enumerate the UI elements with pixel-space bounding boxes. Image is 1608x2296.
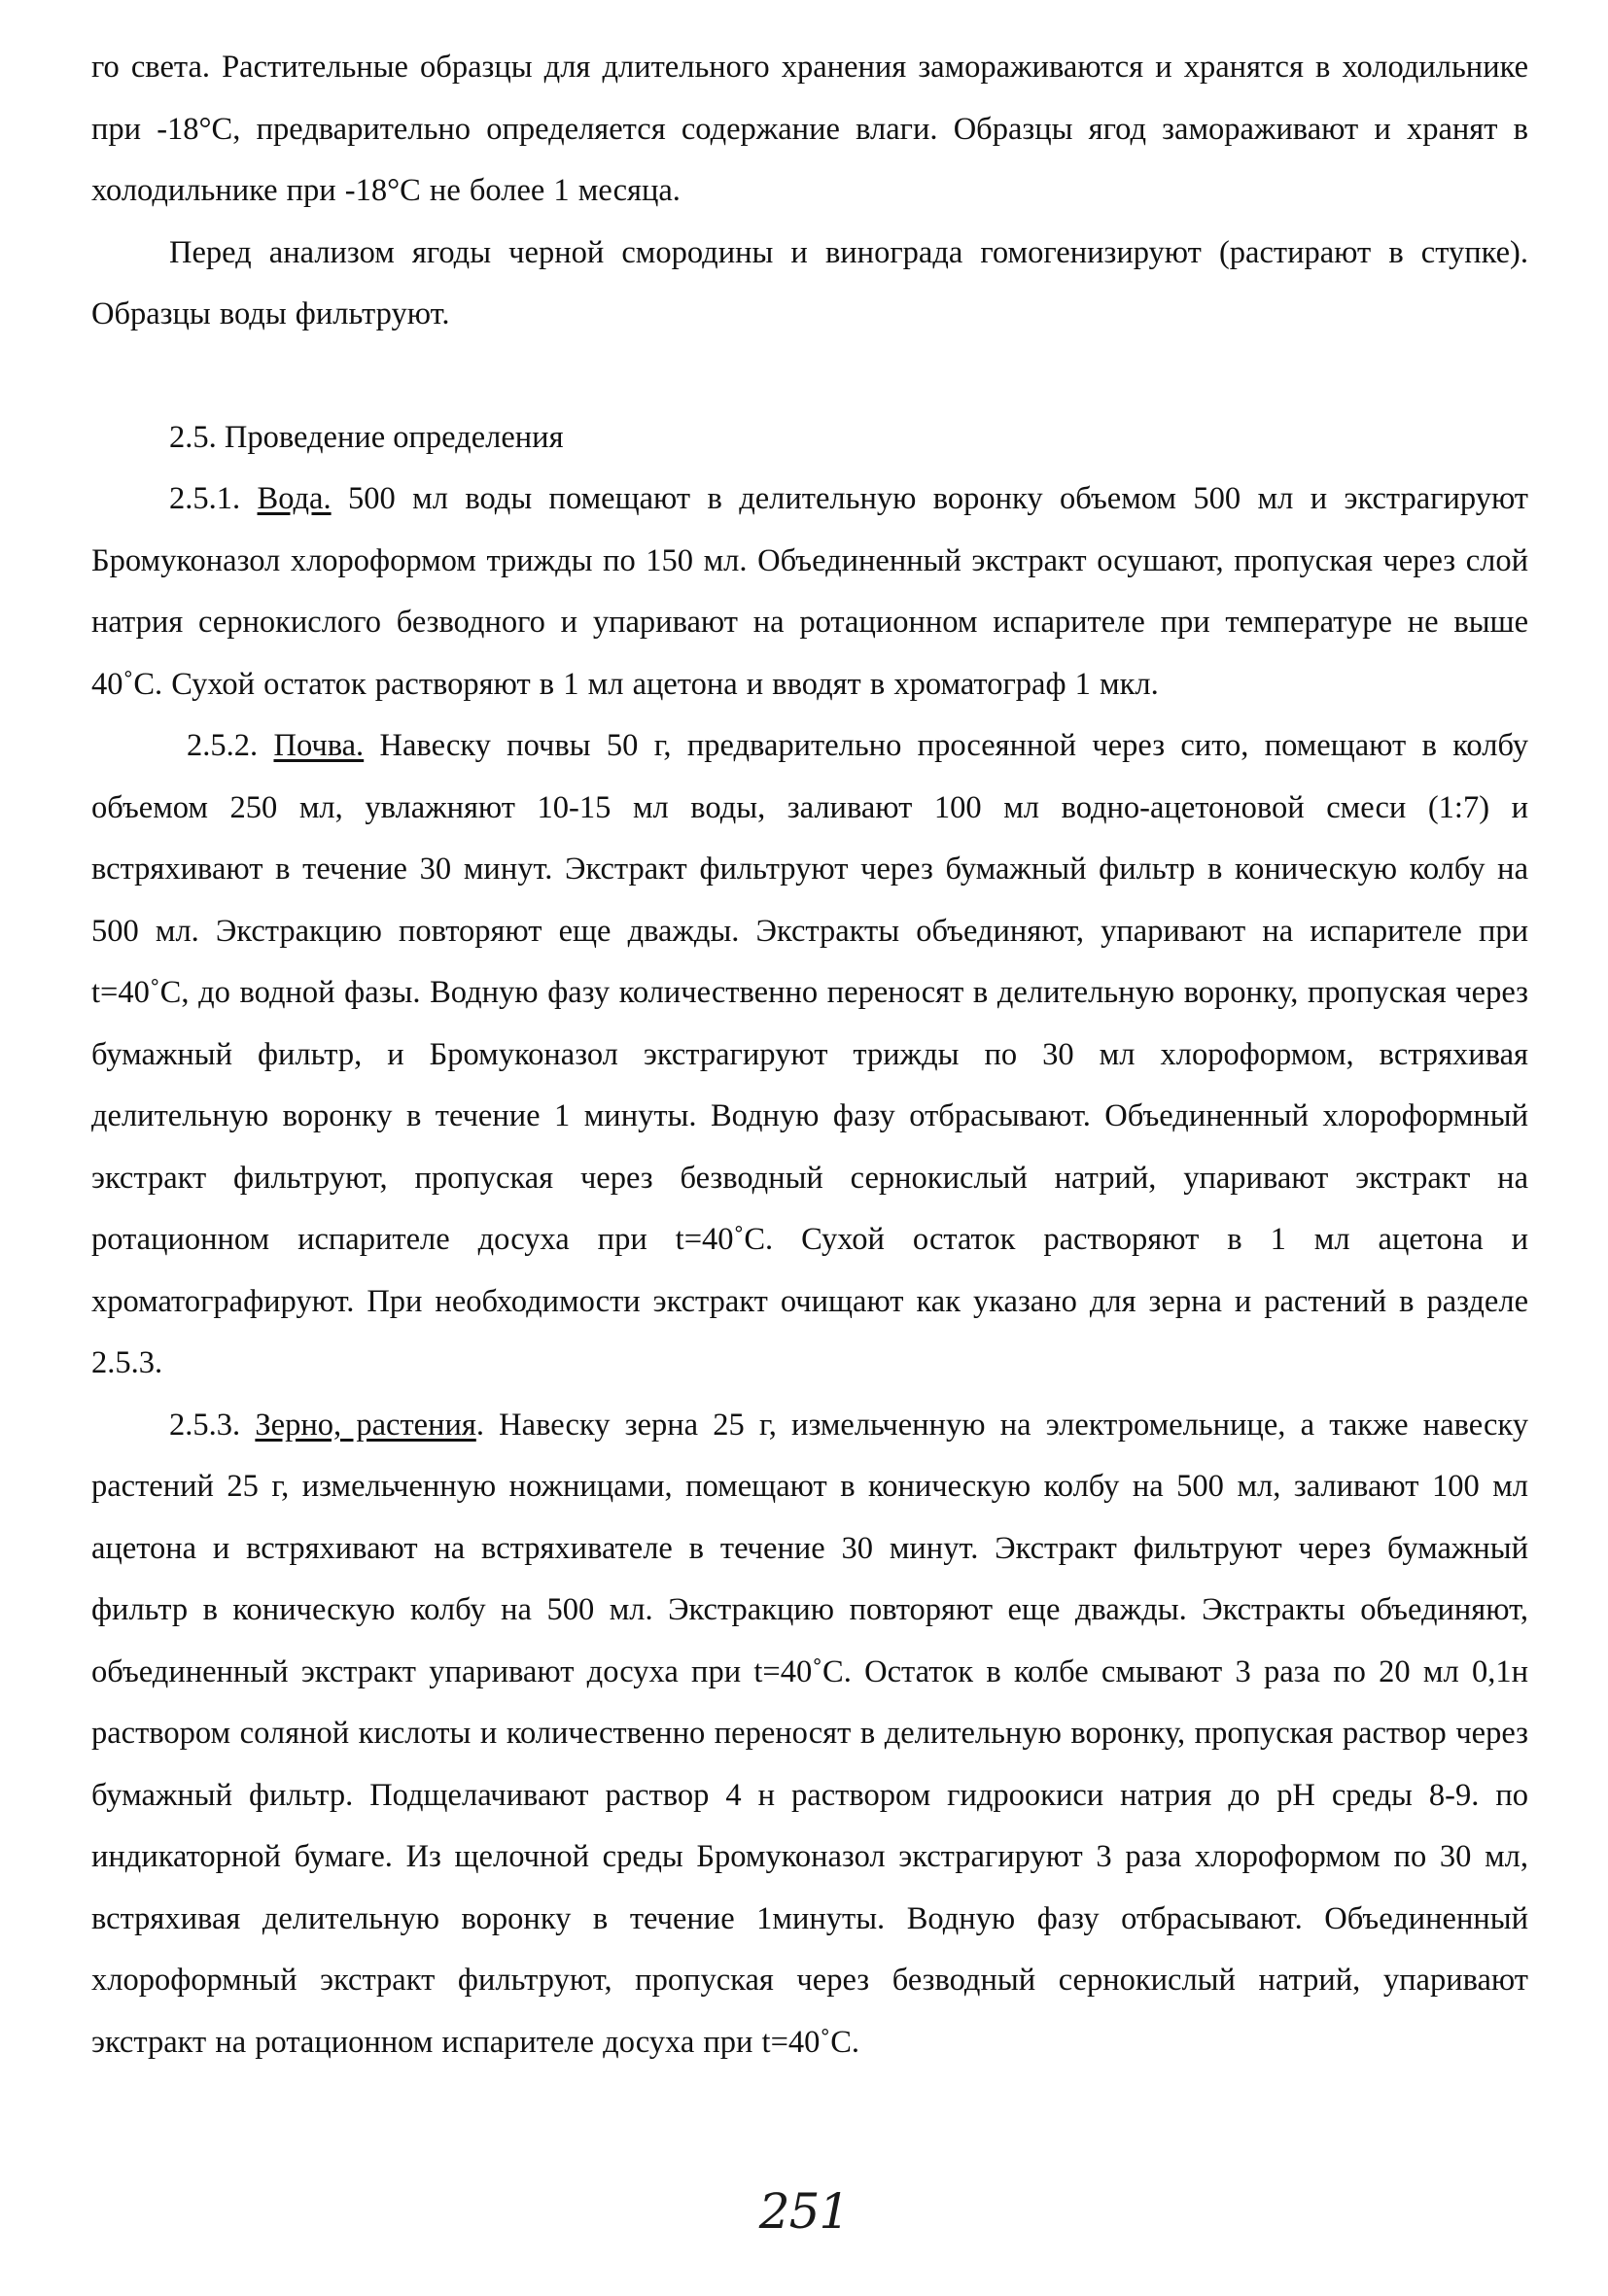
document-page [91, 37, 1528, 2073]
section-2-5-3-grain-plants [91, 1395, 1528, 2074]
section-2-5-2-soil [91, 715, 1528, 1395]
section-number: 2.5.3. [169, 1407, 256, 1443]
section-heading-2-5: 2.5. Проведение определения [169, 419, 564, 455]
section-number: 2.5.2. [187, 728, 274, 763]
section-2-5-1-water [91, 469, 1528, 715]
section-text: 500 мл воды помещают в делительную воронку объемом 500 мл и экстрагируют Бромуконазол хлороформом трижды по 150 мл. Объединенный экстракт осушают, пропуская через слой натрия сернокислого безводного и упаривают на ротационном испарителе при температуре не выше 40˚С. Сухой остаток растворяют в 1 мл ацетона и вводят в хроматограф 1 мкл. [91, 481, 1529, 702]
section-text: . Навеску зерна 25 г, измельченную на электромельнице, а также навеску растений 25 г, измельченную ножницами, помещают в коническую колбу на 500 мл, заливают 100 мл ацетона и встряхивают на встряхивателе в течение 30 минут. Экстракт фильтруют через бумажный фильтр в коническую колбу на 500 мл. Экстракцию повторяют еще дважды. Экстракты объединяют, объединенный экстракт упаривают досуха при t=40˚С. Остаток в колбе смывают 3 раза по 20 мл 0,1н раствором соляной кислоты и количественно переносят в делительную воронку, пропуская раствор через бумажный фильтр. Подщелачивают раствор 4 н раствором гидроокиси натрия до рН среды 8-9. по индикаторной бумаге. Из щелочной среды Бромуконазол экстрагируют 3 раза хлороформом по 30 мл, встряхивая делительную воронку в течение 1минуты. Водную фазу отбрасывают. Объединенный хлороформный экстракт фильтруют, пропуская через безводный сернокислый натрий, упаривают экстракт на ротационном испарителе досуха при t=40˚С. [91, 1407, 1529, 2060]
paragraph-homogenization: Перед анализом ягоды черной смородины и винограда гомогенизируют (растирают в ступке). Образцы воды фильтруют. [91, 234, 1528, 331]
section-title-water: Вода. [257, 481, 332, 516]
spacer [91, 346, 1528, 407]
section-title-soil: Почва. [273, 728, 365, 763]
page-number: 251 [758, 2183, 850, 2240]
section-title-grain-plants: Зерно, растения [255, 1407, 476, 1443]
section-number: 2.5.1. [169, 481, 258, 516]
paragraph-storage: го света. Растительные образцы для длительного хранения замораживаются и хранятся в холодильнике при -18°С, предварительно определяется содержание влаги. Образцы ягод замораживают и хранят в холодильнике при -18°С не более 1 месяца. [91, 50, 1528, 208]
section-text: Навеску почвы 50 г, предварительно просеянной через сито, помещают в колбу объемом 250 мл, увлажняют 10-15 мл воды, заливают 100 мл водно-ацетоновой смеси (1:7) и встряхивают в течение 30 минут. Экстракт фильтруют через бумажный фильтр в коническую колбу на 500 мл. Экстракцию повторяют еще дважды. Экстракты объединяют, упаривают на испарителе при t=40˚С, до водной фазы. Водную фазу количественно переносят в делительную воронку, пропуская через бумажный фильтр, и Бромуконазол экстрагируют трижды по 30 мл хлороформом, встряхивая делительную воронку в течение 1 минуты. Водную фазу отбрасывают. Объединенный хлороформный экстракт фильтруют, пропуская через безводный сернокислый натрий, упаривают экстракт на ротационном испарителе досуха при t=40˚С. Сухой остаток растворяют в 1 мл ацетона и хроматографируют. При необходимости экстракт очищают как указано для зерна и растений в разделе 2.5.3. [91, 728, 1528, 1380]
